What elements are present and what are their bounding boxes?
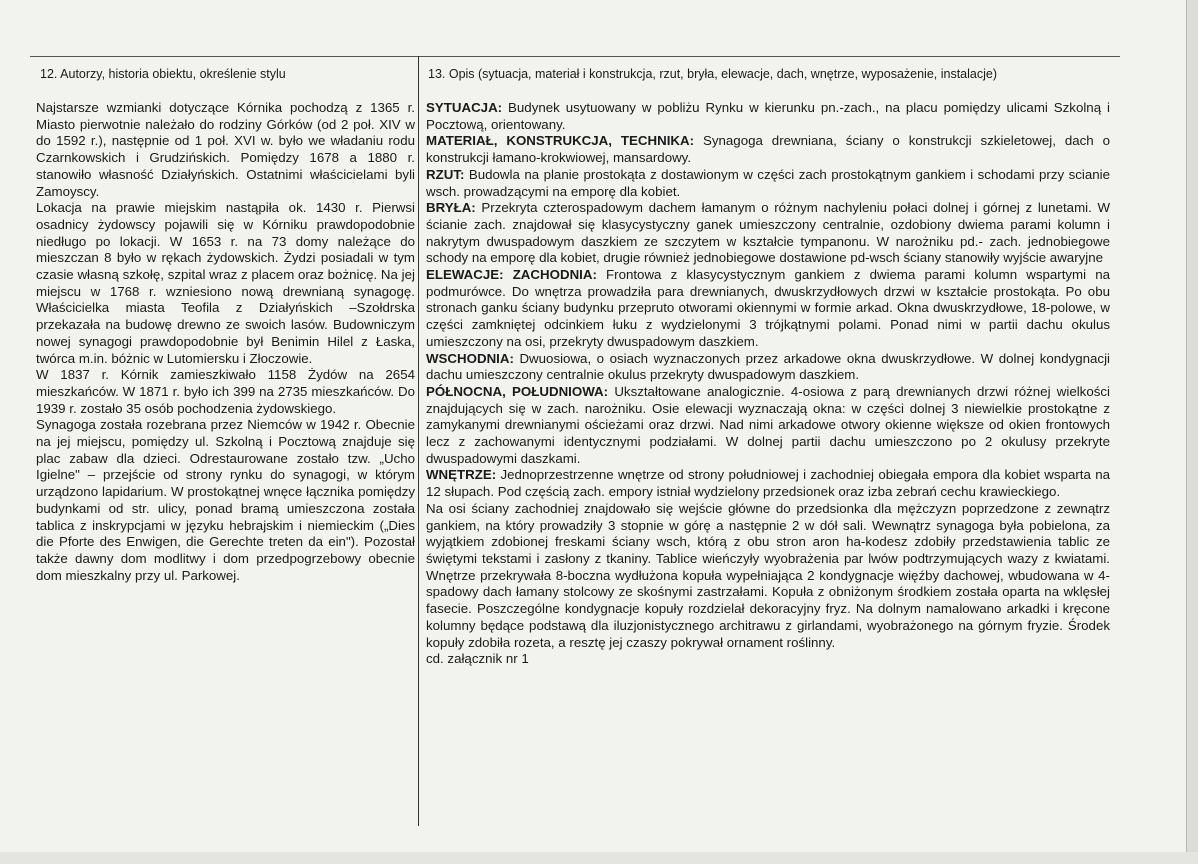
section-body: Synagoga drewniana, ściany o konstrukcji szkieletowej, dach o konstrukcji łamano-krokwiowej, mansardowy.: [426, 133, 1110, 166]
header-rule: [30, 56, 1120, 57]
sheet-edge-right: [1186, 0, 1198, 864]
section-body: Ukształtowane analogicznie. 4-osiowa z parą drewnianych drzwi różnej wielkości znajdujących się w zach. narożniku. Osie elewacji wyznaczają okna: w części dolnej 3 niewielkie prostokątne z zamykanymi drewnianymi ościeżami oraz drzwi. Nad nimi arkadowe otwory okienne większe od okien frontowych lecz z zachowanymi identycznymi podziałami. W dolnej partii dachu umieszczono po 2 okulusy przekryte dwuspadowymi daszkami.: [426, 383, 1110, 466]
section-body: Dwuosiowa, o osiach wyznaczonych przez arkadowe okna dwuskrzydłowe. W dolnej kondygnacji dachu umieszczony centralnie okulus przekryty dwuspadowym daszkiem.: [426, 350, 1110, 383]
section-interior-continued: [426, 501, 1110, 651]
section-label: MATERIAŁ, KONSTRUKCJA, TECHNIKA:: [426, 133, 695, 149]
left-column-header: 12. Autorzy, historia obiektu, określenie stylu: [40, 67, 286, 81]
history-text: [36, 100, 415, 584]
section-material: [426, 133, 1110, 166]
section-body: Frontowa z klasycystycznym gankiem z dwiema parami kolumn wspartymi na podmurówce. Do wnętrza prowadziła para drewnianych, dwuskrzydłowych drzwi w kształcie prostokąta. Po obu stronach ganku ściany budynku przepruto otworami okiennymi w formie arkad. Okna dwuskrzydłowe, 18-polowe, w części zamkniętej odcinkiem łuku z wydzielonymi 3 trójkątnymi polami. Ponad nimi w partii dachu okulus umieszczony na osi, przekryty dwuspadowym daszkiem.: [426, 267, 1110, 349]
section-situation: [426, 100, 1110, 133]
section-body: Budynek usytuowany w pobliżu Rynku w kierunku pn.-zach., na placu pomiędzy ulicami Szkolną i Pocztową, orientowany.: [426, 100, 1110, 132]
section-label: BRYŁA:: [426, 200, 476, 216]
section-west-elevation: [426, 267, 1110, 351]
section-body: Budowla na planie prostokąta z dostawionym w części zach prostokątnym gankiem i schodami przy scianie wsch. prowadzącymi na emporę dla kobiet.: [426, 166, 1110, 199]
history-paragraph: Lokacja na prawie miejskim nastąpiła ok. 1430 r. Pierwsi osadnicy żydowscy pojawili się w Kórniku prawdopodobnie niedługo po lokacji. W 1653 r. na 73 domy należące do mieszczan 8 było w rękach żydowskich. Żydzi posiadali w tym czasie własną szkołę, szpital wraz z placem oraz bożnicę. Na jej miejscu w 1768 r. wzniesiono nową drewnianą synagogę. Właścicielka miasta Teofila z Działyńskich –Szołdrska przekazała na budowę drewno ze swoich lasów. Budowniczym nowej synagogi prawdopodobnie był Benimin Hilel z Łaska, twórca m.in. bóżnic w Lutomiersku i Złoczowie.: [36, 200, 415, 366]
section-plan: [426, 167, 1110, 200]
section-body: Na osi ściany zachodniej znajdowało się wejście główne do przedsionka dla mężczyzn poprzedzone z zewnątrz gankiem, na który prowadziły 3 stopnie w górę a następnie 2 w dół sali. Wewnątrz synagoga była pobielona, za wyjątkiem zdobionej freskami ściany wsch, którą z obu stron aron ha-kodesz zdobiły przedstawienia tablic ze świętymi tekstami i zasłony z tkaniny. Tablice wieńczyły wyobrażenia par lwów podtrzymujących wazy z kwiatami. Wnętrze przekrywała 8-boczna wydłużona kopuła wypełniająca 2 kondygnacje więźby dachowej, wbudowana w 4-spadowy dach łamany stolcowy ze skośnymi zastrzałami. Kopuła z obniżonym środkiem została oparta na wklęsłej fasecie. Poszczególne kondygnacje kopuły rozdzielał dekoracyjny fryz. Na dolnym namalowano arkadki i kręcone kolumny będące podstawą dla iluzjonistycznego architrawu z girlandami, wyobrażonego na górnym fryzie. Środek kopuły zdobiła rozeta, a resztę jej czaszy pokrywał ornament roślinny.: [426, 500, 1110, 650]
section-label: WSCHODNIA:: [426, 350, 514, 366]
section-label: WNĘTRZE:: [426, 467, 497, 483]
description-text: [426, 100, 1110, 668]
attachment-note: cd. załącznik nr 1: [426, 651, 529, 667]
section-form: [426, 200, 1110, 267]
history-paragraph: W 1837 r. Kórnik zamieszkiwało 1158 Żydów na 2654 mieszkańców. W 1871 r. było ich 399 na 2735 mieszkańców. Do 1939 r. zostało 35 osób pochodzenia żydowskiego.: [36, 367, 415, 416]
right-column-header: 13. Opis (sytuacja, materiał i konstrukcja, rzut, bryła, elewacje, dach, wnętrze, wyposażenie, instalacje): [428, 67, 997, 81]
history-paragraph: Najstarsze wzmianki dotyczące Kórnika pochodzą z 1365 r. Miasto pierwotnie należało do rodziny Górków (od 2 poł. XIV w do 1592 r.), następnie od 1 poł. XVI w. było we władaniu rodu Czarnkowskich i Grudzińskich. Pomiędzy 1678 a 1880 r. stanowiło własność Działyńskich. Ostatnimi właścicielami byli Zamoyscy.: [36, 100, 415, 199]
section-east-elevation: [426, 351, 1110, 384]
section-north-south-elevation: [426, 384, 1110, 468]
section-body: Przekryta czterospadowym dachem łamanym o różnym nachyleniu połaci dolnej i górnej z lunetami. W ścianie zach. znajdował się klasycystyczny ganek umieszczony centralnie, ozdobiony dwiema parami kolumn i nakrytym dwuspadowym daszkiem ze szczytem w kształcie tympanonu. W narożniku pd.- zach. jednobiegowe schody na emporę dla kobiet, drugie również jednobiegowe dostawione pd-wsch ściany stanowiły wyjście awaryjne: [426, 200, 1110, 266]
section-label: SYTUACJA:: [426, 100, 503, 115]
section-interior: [426, 467, 1110, 500]
section-body: Jednoprzestrzenne wnętrze od strony południowej i zachodniej obiegała empora dla kobiet wsparta na 12 słupach. Pod częścią zach. empory istniał wydzielony przedsionek oraz izba zebrań cechu krawieckiego.: [426, 467, 1110, 500]
column-divider: [418, 56, 419, 826]
history-paragraph: Synagoga została rozebrana przez Niemców w 1942 r. Obecnie na jej miejscu, pomiędzy ul. Szkolną i Pocztową znajduje się plac zabaw dla dzieci. Odrestaurowane zostało tzw. „Ucho Igielne" – przejście od strony rynku do synagogi, w którym urządzono lapidarium. W prostokątnej wnęce łącznika pomiędzy budynkami od str. ulicy, ponad bramą umieszczona została tablica z inskrypcjami w języku hebrajskim i niemieckim („Dies die Pforte des Enwigen, die Gerechte treten da ein"). Pozostał także dawny dom modlitwy i dom przedpogrzebowy obecnie dom mieszkalny przy ul. Parkowej.: [36, 417, 415, 583]
section-label: PÓŁNOCNA, POŁUDNIOWA:: [426, 383, 609, 399]
section-label: RZUT:: [426, 166, 465, 182]
sheet-edge-bottom: [0, 852, 1198, 864]
section-label: ELEWACJE: ZACHODNIA:: [426, 267, 597, 283]
